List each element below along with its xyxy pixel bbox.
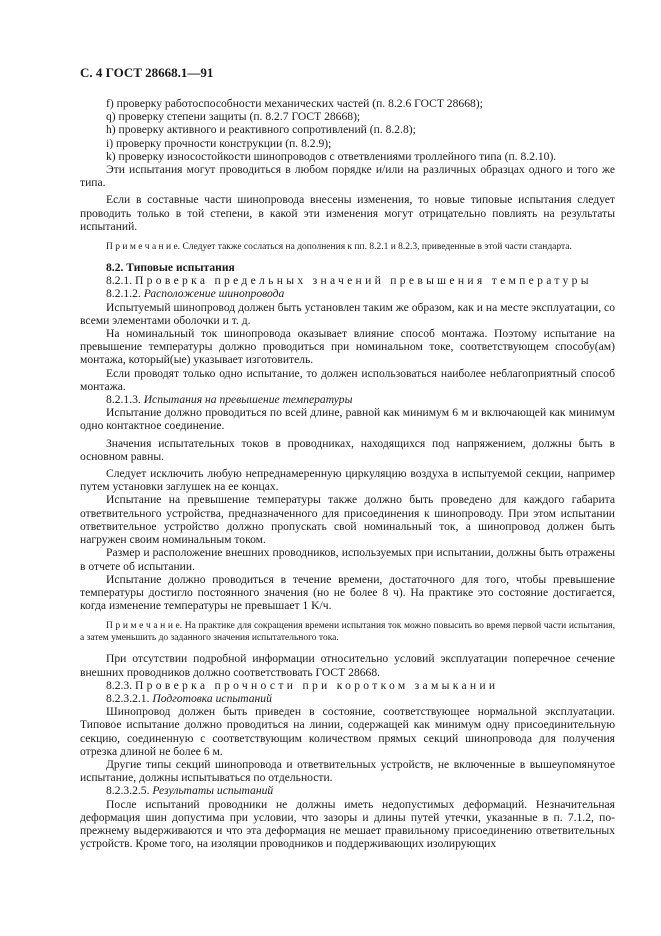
section-title: 8.2. Типовые испытания: [106, 261, 235, 275]
subsection-number: 8.2.1.: [106, 274, 133, 288]
paragraph: На номинальный ток шинопровода оказывает влияние способ монтажа. Поэтому испытание на превышение температуры должно проводиться при номинальном токе, соответствующем способу(ам) монтажа, который(ые) указывает изготовитель.: [80, 327, 615, 367]
subsection-heading: [80, 393, 615, 406]
subsection-title: Проверка предельных значений превышения температуры: [135, 274, 592, 288]
paragraph: Эти испытания могут проводиться в любом порядке и/или на различных образцах одного и того же типа.: [80, 163, 615, 190]
subsection-heading: [80, 692, 615, 705]
list-item: f) проверку работоспособности механических частей (п. 8.2.6 ГОСТ 28668);: [106, 97, 483, 110]
subsection-title: Расположение шинопровода: [143, 287, 285, 301]
subsection-heading: [80, 784, 615, 797]
subsection-title: Проверка прочности при коротком замыкании: [135, 678, 499, 692]
paragraph: При отсутствии подробной информации относительно условий эксплуатации поперечное сечение внешних проводников должно соответствовать ГОСТ 28668.: [80, 652, 615, 679]
list-item: k) проверку износостойкости шинопроводов с ответвлениями троллейного типа (п. 8.2.10).: [106, 149, 557, 163]
subsection-number: 8.2.3.2.1.: [106, 691, 150, 705]
subsection-title: Испытания на превышение температуры: [143, 393, 353, 407]
list-item: h) проверку активного и реактивного сопротивлений (п. 8.2.8);: [106, 123, 416, 137]
note: [80, 620, 615, 644]
note-label: П р и м е ч а н и е.: [106, 242, 181, 253]
subsection-heading: [80, 287, 615, 300]
paragraph: Размер и расположение внешних проводников, используемых при испытании, должны быть отражены в отчете об испытании.: [80, 546, 615, 573]
note-text: На практике для сокращения времени испытания ток можно повысить во время первой части испытания, а затем уменьшить до заданного значения испытательного тока.: [80, 621, 615, 644]
subsection-title: Результаты испытаний: [152, 784, 274, 798]
subsection-heading: [80, 274, 615, 287]
list-item: q) проверку степени защиты (п. 8.2.7 ГОСТ 28668);: [106, 110, 361, 124]
paragraph: Испытание должно проводиться в течение времени, достаточного для того, чтобы превышение температуры достигло постоянного значения (но не более 8 ч). На практике это состояние достигается, когда изменение температуры не превышает 1 K/ч.: [80, 572, 615, 613]
paragraph: Если проводят только одно испытание, то должен использоваться наиболее неблагоприятный способ монтажа.: [80, 366, 615, 393]
subsection-title: Подготовка испытаний: [152, 691, 272, 705]
subsection-number: 8.2.3.: [106, 678, 133, 692]
running-header: С. 4 ГОСТ 28668.1—91: [80, 65, 214, 80]
note-text: Следует также сослаться на дополнения к пп. 8.2.1 и 8.2.3, приведенные в этой части стандарта.: [182, 242, 572, 253]
subsection-heading: [80, 679, 615, 692]
subsection-number: 8.2.1.2.: [106, 287, 141, 301]
note: [80, 241, 615, 253]
subsection-number: 8.2.1.3.: [106, 393, 141, 407]
paragraph: Следует исключить любую непреднамеренную циркуляцию воздуха в испытуемой секции, например путем установки заглушек на ее концах.: [80, 467, 615, 494]
paragraph: Испытание должно проводиться по всей длине, равной как минимум 6 м и включающей как минимум одно контактное соединение.: [80, 406, 615, 433]
document-page: [80, 64, 615, 850]
list-item: i) проверку прочности конструкции (п. 8.2.9);: [106, 136, 332, 150]
paragraph: Испытуемый шинопровод должен быть установлен таким же образом, как и на месте эксплуатации, со всеми элементами оболочки и т. д.: [80, 300, 615, 327]
paragraph: Шинопровод должен быть приведен в состояние, соответствующее нормальной эксплуатации. Типовое испытание должно проводиться на линии, содержащей как минимум одну присоединительную секцию, соединенную с соответствующим количеством прямых секций шинопровода для получения отрезка длиной не более 6 м.: [80, 705, 615, 758]
paragraph: Если в составные части шинопровода внесены изменения, то новые типовые испытания следует проводить только в той степени, в какой эти изменения могут отрицательно повлиять на результаты испытаний.: [80, 193, 615, 233]
paragraph: Другие типы секций шинопровода и ответвительных устройств, не включенные в вышеупомянутое испытание, должны испытываться по отдельности.: [80, 757, 615, 785]
paragraph: Испытание на превышение температуры также должно быть проведено для каждого габарита ответвительного устройства, предназначенного для присоединения к шинопроводу. При этом испытании ответвительное устройство должно пропускать свой номинальный ток, а шинопровод должен быть нагружен своим номинальным током.: [80, 493, 615, 547]
note-label: П р и м е ч а н и е.: [106, 621, 183, 632]
paragraph: После испытаний проводники не должны иметь недопустимых деформаций. Незначительная деформация шин допустима при условии, что зазоры и длины путей утечки, указанные в п. 7.1.2, по-прежнему выдерживаются и что эта деформация не мешает правильному присоединению ответвительных устройств. Кроме того, на изоляции проводников и поддерживающих изолирующих: [80, 797, 615, 851]
paragraph: Значения испытательных токов в проводниках, находящихся под напряжением, должны быть в основном равны.: [80, 436, 615, 463]
test-list: [80, 97, 615, 163]
subsection-number: 8.2.3.2.5.: [106, 784, 150, 798]
section-heading: [80, 261, 615, 274]
